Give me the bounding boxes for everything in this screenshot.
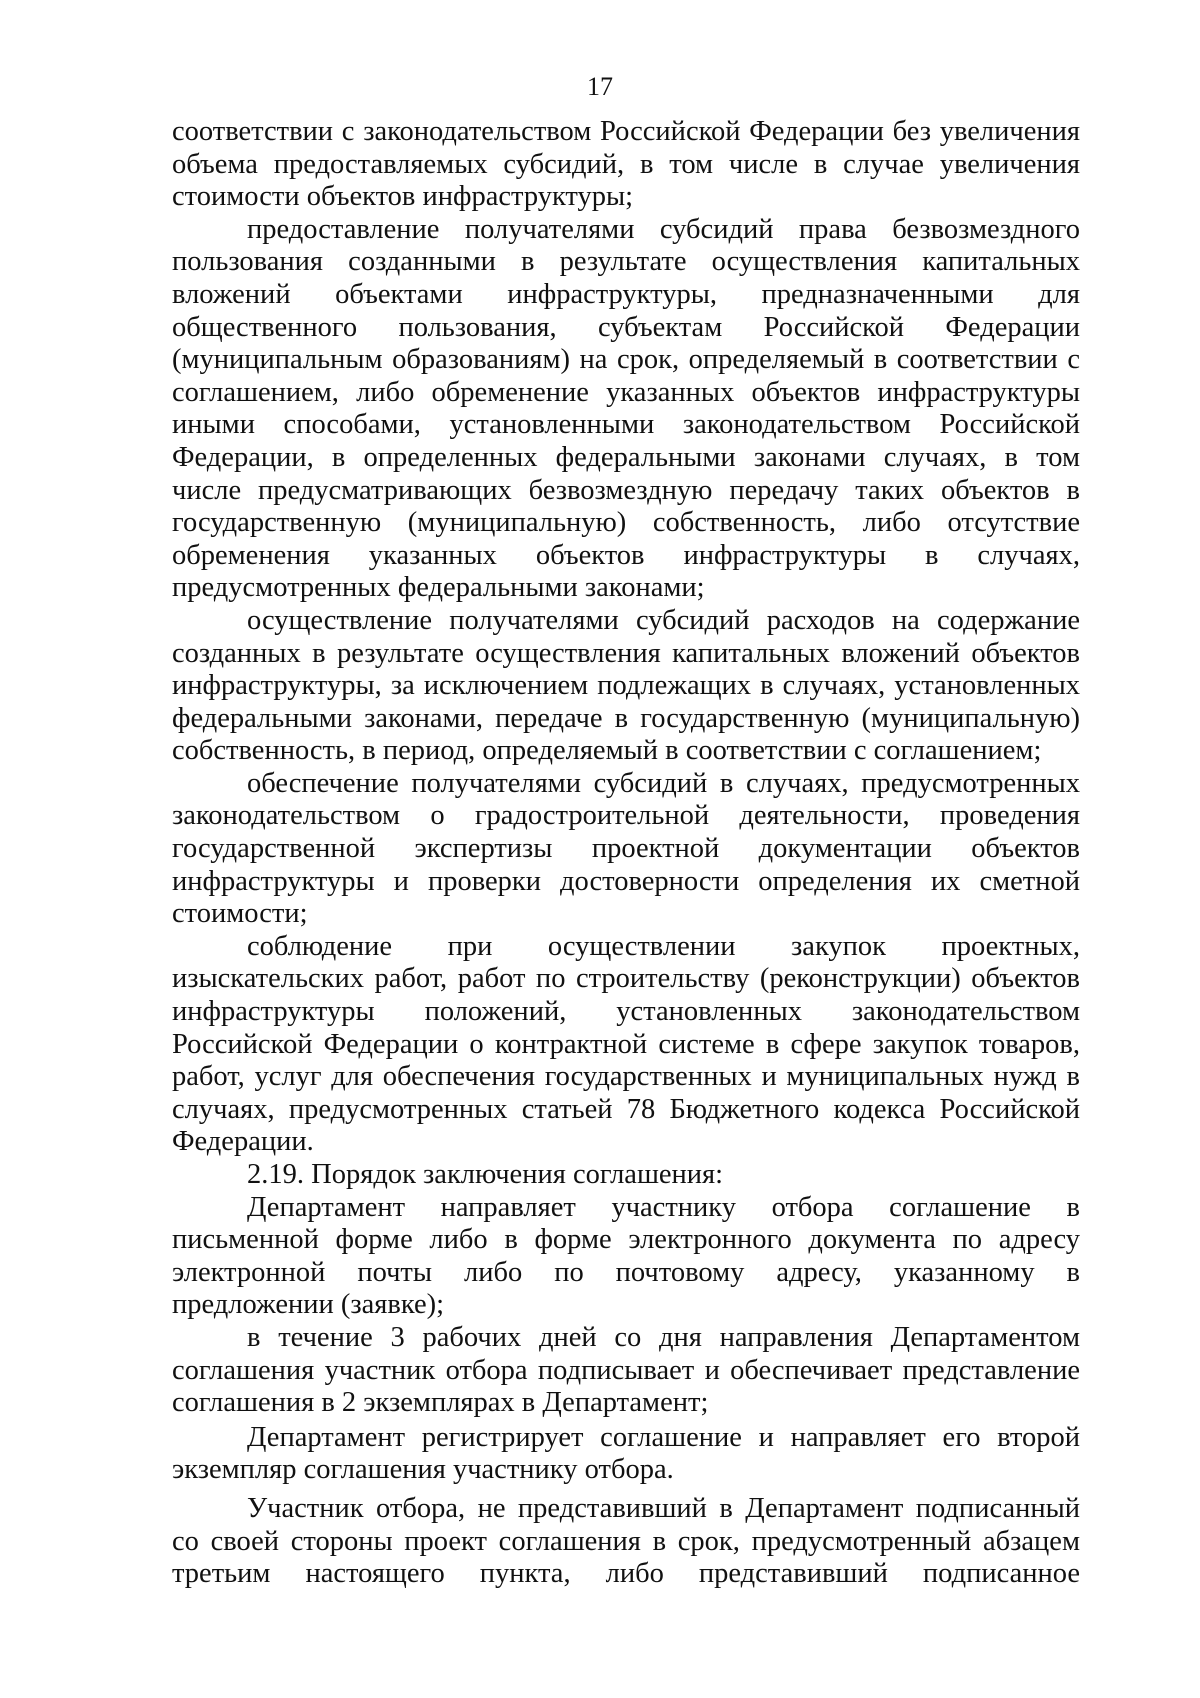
text-line: общественного пользования, субъектам Российской Федерации: [172, 311, 1080, 343]
text-line: пользования созданными в результате осуществления капитальных: [172, 246, 1080, 278]
text-line: федеральными законами, передаче в государственную (муниципальную): [172, 702, 1080, 734]
text-line: инфраструктуры, за исключением подлежащих в случаях, установленных: [172, 670, 1080, 702]
text-line: экземпляр соглашения участнику отбора.: [172, 1454, 674, 1486]
text-line: собственность, в период, определяемый в соответствии с соглашением;: [172, 735, 1042, 767]
text-line: соответствии с законодательством Российской Федерации без увеличения: [172, 116, 1080, 147]
text-line: числе предусматривающих безвозмездную передачу таких объектов в: [172, 474, 1080, 506]
paragraph: [172, 1422, 1080, 1487]
document-body: [172, 116, 1080, 1591]
text-line: электронной почты либо по почтовому адресу, указанному в: [172, 1256, 1080, 1288]
text-line: (муниципальным образованиям) на срок, определяемый в соответствии с: [172, 344, 1080, 376]
text-line: осуществление получателями субсидий расходов на содержание: [247, 604, 1080, 636]
text-line: работ, услуг для обеспечения государственных и муниципальных нужд в: [172, 1061, 1080, 1093]
paragraph: [172, 768, 1080, 931]
text-line: со своей стороны проект соглашения в срок, предусмотренный абзацем: [172, 1525, 1080, 1557]
text-line: Федерации, в определенных федеральными законами случаях, в том: [172, 441, 1080, 473]
text-line: Участник отбора, не представивший в Департамент подписанный: [247, 1492, 1080, 1524]
text-line: стоимости;: [172, 898, 308, 930]
text-line: государственной экспертизы проектной документации объектов: [172, 833, 1080, 865]
text-line: предусмотренных федеральными законами;: [172, 572, 705, 604]
text-line: Департамент направляет участнику отбора соглашение в: [247, 1191, 1080, 1223]
paragraph: [172, 1159, 1080, 1192]
text-line: Федерации.: [172, 1126, 314, 1158]
text-line: 2.19. Порядок заключения соглашения:: [247, 1159, 724, 1190]
text-line: иными способами, установленными законодательством Российской: [172, 409, 1080, 441]
paragraph: [172, 931, 1080, 1159]
text-line: государственную (муниципальную) собственность, либо отсутствие: [172, 507, 1080, 539]
text-line: созданных в результате осуществления капитальных вложений объектов: [172, 637, 1080, 669]
text-line: Российской Федерации о контрактной системе в сфере закупок товаров,: [172, 1028, 1080, 1060]
text-line: инфраструктуры и проверки достоверности определения их сметной: [172, 865, 1080, 897]
text-line: вложений объектами инфраструктуры, предназначенными для: [172, 278, 1080, 310]
paragraph: [172, 214, 1080, 605]
page-number: 17: [587, 72, 613, 101]
text-line: соблюдение при осуществлении закупок проектных,: [247, 930, 1080, 962]
text-line: соглашения в 2 экземплярах в Департамент;: [172, 1387, 709, 1419]
text-line: обременения указанных объектов инфраструктуры в случаях,: [172, 539, 1080, 571]
text-line: обеспечение получателями субсидий в случаях, предусмотренных: [247, 767, 1080, 799]
text-line: случаях, предусмотренных статьей 78 Бюджетного кодекса Российской: [172, 1093, 1080, 1125]
text-line: соглашения участник отбора подписывает и обеспечивает представление: [172, 1354, 1080, 1386]
text-line: объема предоставляемых субсидий, в том числе в случае увеличения: [172, 148, 1080, 180]
paragraph: [172, 605, 1080, 768]
text-line: стоимости объектов инфраструктуры;: [172, 181, 634, 213]
text-line: Департамент регистрирует соглашение и направляет его второй: [247, 1421, 1080, 1453]
paragraph: [172, 116, 1080, 214]
text-line: третьим настоящего пункта, либо представивший подписанное: [172, 1558, 1080, 1590]
text-line: соглашением, либо обременение указанных объектов инфраструктуры: [172, 376, 1080, 408]
text-line: предложении (заявке);: [172, 1289, 445, 1321]
text-line: в течение 3 рабочих дней со дня направления Департаментом: [247, 1321, 1080, 1353]
text-line: письменной форме либо в форме электронного документа по адресу: [172, 1224, 1080, 1256]
text-line: изыскательских работ, работ по строительству (реконструкции) объектов: [172, 963, 1080, 995]
paragraph: [172, 1192, 1080, 1322]
paragraph: [172, 1322, 1080, 1420]
text-line: предоставление получателями субсидий права безвозмездного: [247, 213, 1080, 245]
paragraph: [172, 1493, 1080, 1591]
text-line: законодательством о градостроительной деятельности, проведения: [172, 800, 1080, 832]
text-line: инфраструктуры положений, установленных законодательством: [172, 996, 1080, 1028]
